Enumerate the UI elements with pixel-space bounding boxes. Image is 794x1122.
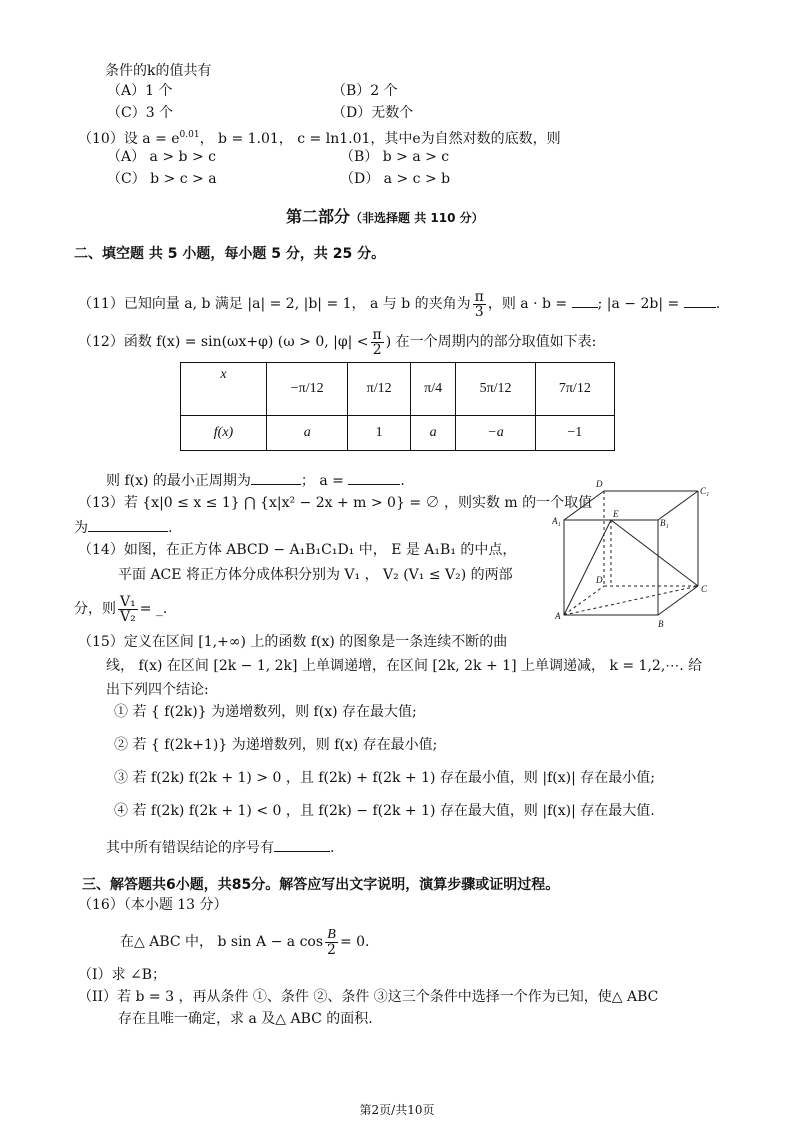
- table-cell: −π/12: [267, 363, 348, 416]
- q13-text: 若 {x|0 ≤ x ≤ 1} ⋂ {x|x² − 2x + m > 0} = ∅ ，则实数 m 的一个取值: [123, 495, 593, 511]
- q14-frac-den: V₂: [120, 608, 136, 625]
- q11-frac-den: 3: [474, 303, 484, 320]
- cube-label-a1: A₁: [552, 516, 561, 526]
- table-cell: 7π/12: [535, 363, 614, 416]
- table-cell: π/4: [410, 363, 456, 416]
- q16-part-2a: （II）若 b = 3 ，再从条件 ①、条件 ②、条件 ③这三个条件中选择一个作为已知，使△ ABC: [78, 989, 659, 1005]
- cube-label-d1: D: [596, 479, 603, 489]
- q16-stem: [120, 922, 370, 962]
- cube-label-b1: B₁: [660, 518, 669, 528]
- q12-blank-1[interactable]: [251, 470, 301, 485]
- q13-end: .: [168, 520, 173, 536]
- cube-label-b: B: [658, 619, 664, 629]
- q14-line-3: [74, 590, 167, 628]
- table-cell: a: [267, 416, 348, 451]
- q13-line2: 为: [74, 520, 88, 536]
- q15-item-4: ④ 若 f(2k) f(2k + 1) < 0 ，且 f(2k) − f(2k + 1) 存在最大值，则 |f(x)| 存在最大值.: [114, 803, 655, 819]
- table-cell: 5π/12: [456, 363, 535, 416]
- cube-label-e: E: [613, 509, 619, 519]
- q9-option-c: （C）3 个: [107, 105, 174, 121]
- q12-phi-fraction: [371, 328, 384, 357]
- q11-end: .: [715, 296, 721, 312]
- q16-part-2b: 存在且唯一确定，求 a 及△ ABC 的面积.: [118, 1011, 373, 1027]
- q14-line3a: 分，则: [74, 601, 116, 617]
- q14-volume-fraction: [118, 595, 138, 624]
- q16-frac-num: B: [325, 928, 338, 943]
- table-cell: a: [410, 416, 456, 451]
- table-cell: π/12: [348, 363, 410, 416]
- q16-stem-b: = 0.: [339, 934, 370, 950]
- table-cell: x: [181, 363, 267, 416]
- table-cell: 1: [348, 416, 410, 451]
- q15-line1: 定义在区间 [1,+∞) 上的函数 f(x) 的图象是一条连续不断的曲: [123, 634, 508, 650]
- q12-blank-2[interactable]: [348, 470, 400, 485]
- table-cell: −1: [535, 416, 614, 451]
- q16-fraction: [325, 928, 338, 957]
- q15-item-2: ② 若 { f(2k+1)} 为递增数列，则 f(x) 存在最小值;: [114, 737, 438, 753]
- q16-stem-a: 在△ ABC 中， b sin A − a cos: [120, 934, 324, 950]
- q13-line-1: [78, 494, 592, 512]
- table-row-x: [181, 363, 615, 416]
- q15-line-2: 线， f(x) 在区间 [2k − 1, 2k] 上单调递增，在区间 [2k, 2k + 1] 上单调递减， k = 1,2,⋯. 给: [106, 658, 703, 674]
- q14-line-1: [78, 541, 516, 559]
- q10-stem-b: ， b = 1.01， c = ln1.01，其中e为自然对数的底数，则: [199, 131, 561, 147]
- q9-tail: 条件的k的值共有: [105, 63, 212, 79]
- q12-after-b: ； a =: [300, 473, 349, 489]
- q10-number: （10）: [78, 131, 124, 147]
- q11-text-b: ，则 a · b =: [487, 296, 572, 312]
- q11-number: （11）: [78, 296, 124, 312]
- cube-label-c: C: [701, 584, 708, 594]
- q13-line-2: [74, 517, 172, 537]
- q12-line: [78, 324, 596, 360]
- q16-frac-den: 2: [327, 941, 336, 958]
- q12-text-a: 函数 f(x) = sin(ωx+φ) (ω > 0, |φ| <: [123, 334, 369, 350]
- section2-heading: 二、填空题 共 5 小题，每小题 5 分，共 25 分。: [74, 246, 386, 262]
- cube-label-c1: C₁: [700, 486, 710, 496]
- q12-frac-num: π: [372, 326, 382, 343]
- q11-angle-fraction: [473, 290, 486, 319]
- q15-item-1: ① 若 { f(2k)} 为递增数列，则 f(x) 存在最大值;: [114, 704, 417, 720]
- section3-heading: 三、解答题共6小题，共85分。解答应写出文字说明，演算步骤或证明过程。: [82, 877, 560, 893]
- q10-stem-a: 设 a = e: [123, 131, 180, 147]
- q10-exponent: 0.01: [179, 130, 200, 140]
- q15-blank[interactable]: [274, 837, 330, 852]
- q10-option-d: （D） a > c > b: [340, 171, 451, 187]
- q16-number: （16）（本小题 13 分）: [78, 897, 228, 913]
- q15-line-3: 出下列四个结论:: [106, 682, 209, 698]
- table-cell: −a: [456, 416, 535, 451]
- part2-title-line: [286, 208, 484, 227]
- q11-text-c: ; |a − 2b| =: [597, 296, 684, 312]
- q10-option-a: （A） a > b > c: [107, 149, 216, 165]
- q11-line: [78, 286, 720, 322]
- q14-line1: 如图，在正方体 ABCD − A₁B₁C₁D₁ 中， E 是 A₁B₁ 的中点，: [123, 542, 517, 558]
- table-cell: f(x): [181, 416, 267, 451]
- q15-item-3: ③ 若 f(2k) f(2k + 1) > 0 ，且 f(2k) + f(2k + 1) 存在最小值，则 |f(x)| 存在最小值;: [114, 770, 655, 786]
- q13-number: （13）: [78, 495, 124, 511]
- q15-line-1: [78, 633, 507, 651]
- q12-after-a: 则 f(x) 的最小正周期为: [106, 473, 251, 489]
- q15-conclusion-end: .: [330, 840, 335, 856]
- cube-label-a: A: [555, 611, 561, 621]
- table-row-fx: [181, 416, 615, 451]
- q11-frac-num: π: [474, 288, 484, 305]
- q14-frac-num: V₁: [120, 593, 136, 610]
- q12-after-line: [106, 470, 405, 490]
- q10-stem: [78, 126, 561, 148]
- q14-line3b: = _.: [139, 601, 168, 617]
- part2-title: 第二部分: [286, 207, 351, 226]
- q10-option-c: （C） b > c > a: [107, 171, 217, 187]
- q12-number: （12）: [78, 334, 124, 350]
- page-footer: 第2页/共10页: [359, 1103, 435, 1117]
- q9-option-a: （A）1 个: [107, 83, 173, 99]
- q15-number: （15）: [78, 634, 124, 650]
- q15-conclusion-text: 其中所有错误结论的序号有: [106, 840, 274, 856]
- q15-conclusion: [106, 837, 334, 857]
- q12-frac-den: 2: [372, 341, 382, 358]
- q11-blank-2[interactable]: [684, 293, 716, 308]
- q14-number: （14）: [78, 542, 124, 558]
- q13-blank[interactable]: [88, 517, 168, 532]
- q9-option-d: （D）无数个: [332, 105, 414, 121]
- part2-note: （非选择题 共 110 分）: [350, 211, 484, 225]
- q14-line-2: 平面 ACE 将正方体分成体积分别为 V₁ ， V₂ (V₁ ≤ V₂) 的两部: [118, 567, 513, 583]
- q9-option-b: （B）2 个: [332, 83, 398, 99]
- q12-text-b: ) 在一个周期内的部分取值如下表:: [385, 334, 597, 350]
- q11-text-a: 已知向量 a, b 满足 |a| = 2, |b| = 1， a 与 b 的夹角为: [123, 296, 471, 312]
- cube-figure: [552, 478, 722, 630]
- q10-option-b: （B） b > a > c: [340, 149, 450, 165]
- q16-part-1: （I）求 ∠B；: [78, 967, 166, 983]
- q12-value-table: [180, 362, 615, 451]
- q12-after-end: .: [400, 473, 405, 489]
- q11-blank-1[interactable]: [572, 293, 598, 308]
- cube-label-d: D: [596, 575, 603, 585]
